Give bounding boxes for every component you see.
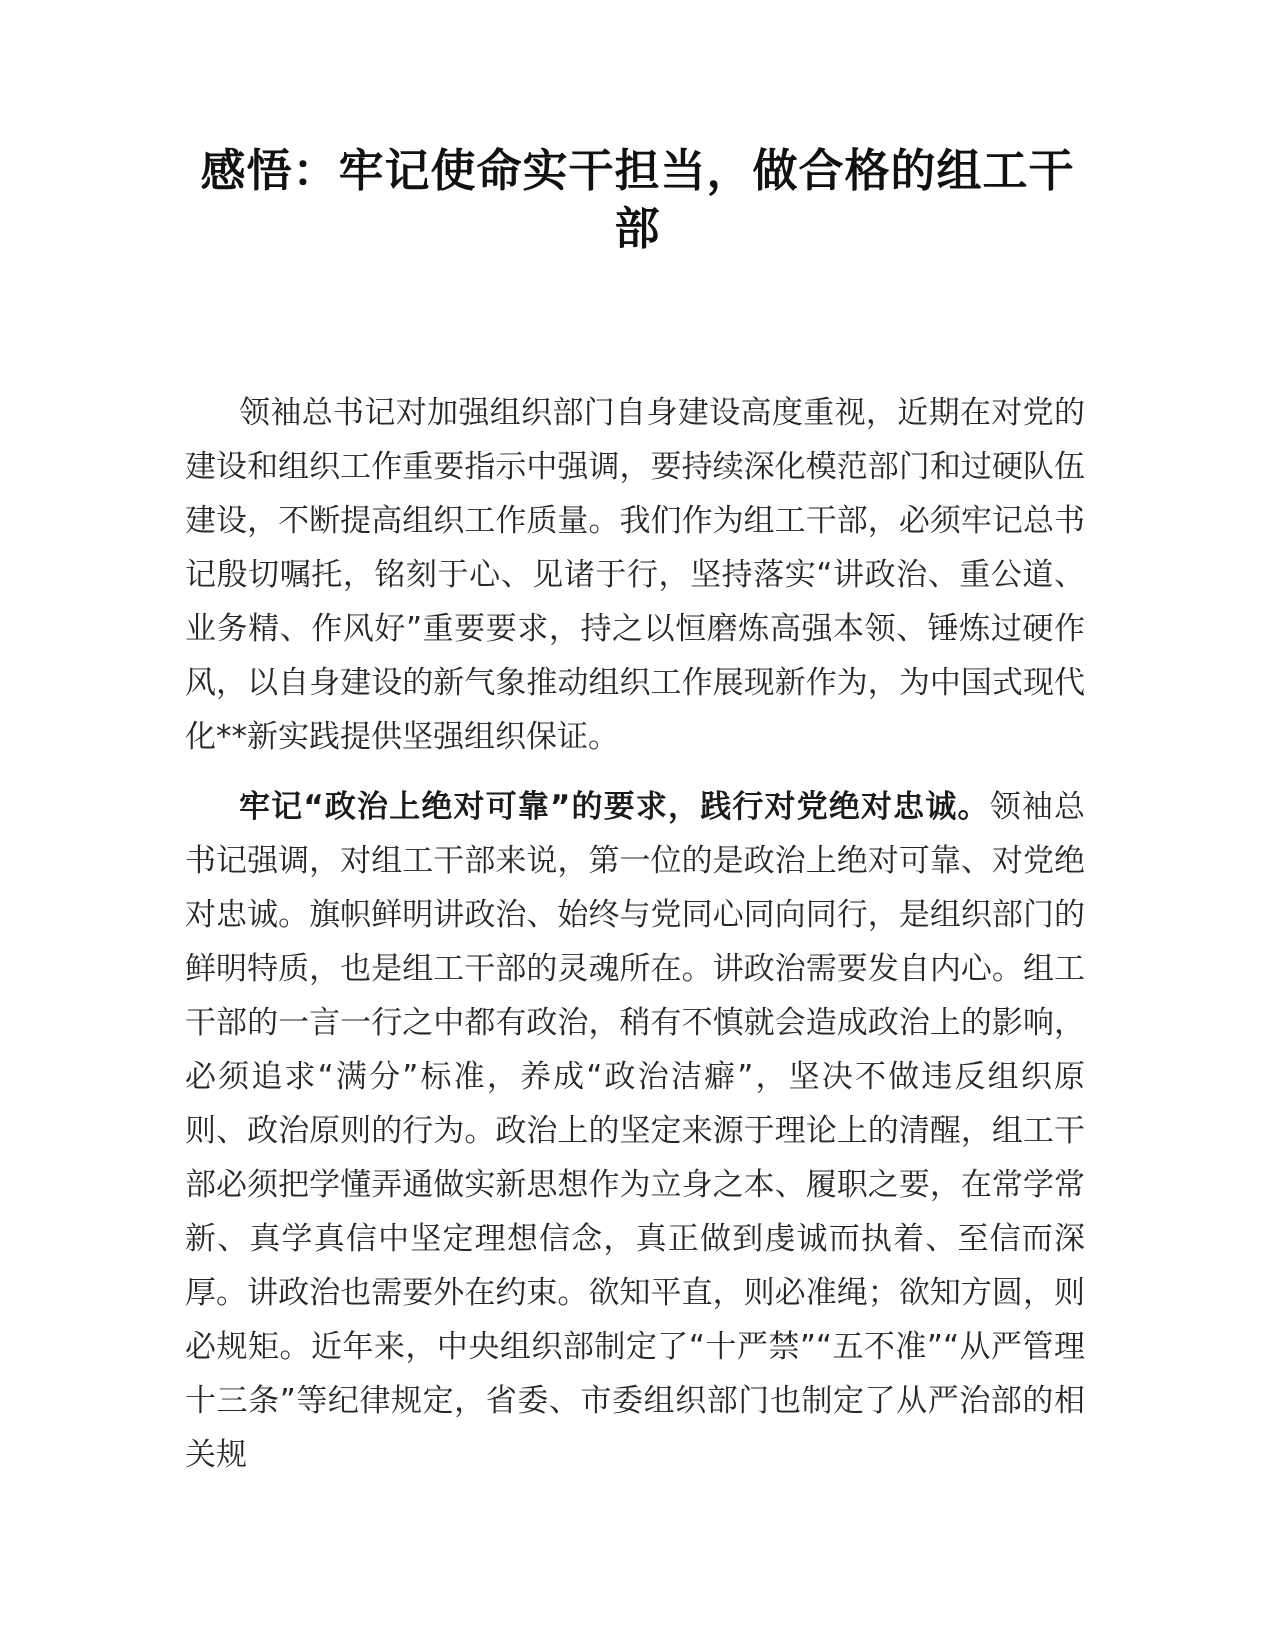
paragraph-text: 领袖总书记对加强组织部门自身建设高度重视，近期在对党的建设和组织工作重要指示中强调，要持续深化模范部门和过硬队伍建设，不断提高组织工作质量。我们作为组工干部，必须牢记总书记殷切嘱托，铭刻于心、见诸于行，坚持落实“讲政治、重公道、业务精、作风好”重要要求，持之以恒磨炼高强本领、锤炼过硬作风，以自身建设的新气象推动组织工作展现新作为，为中国式现代化**新实践提供坚强组织保证。: [185, 395, 1085, 755]
paragraph-text: 领袖总书记强调，对组工干部来说，第一位的是政治上绝对可靠、对党绝对忠诚。旗帜鲜明讲政治、始终与党同心同向同行，是组织部门的鲜明特质，也是组工干部的灵魂所在。讲政治需要发自内心。组工干部的一言一行之中都有政治，稍有不慎就会造成政治上的影响，必须追求“满分”标准，养成“政治洁癖”，坚决不做违反组织原则、政治原则的行为。政治上的坚定来源于理论上的清醒，组工干部必须把学懂弄通做实新思想作为立身之本、履职之要，在常学常新、真学真信中坚定理想信念，真正做到虔诚而执着、至信而深厚。讲政治也需要外在约束。欲知平直，则必准绳；欲知方圆，则必规矩。近年来，中央组织部制定了“十严禁”“五不准”“从严管理十三条”等纪律规定，省委、市委组织部门也制定了从严治部的相关规: [185, 789, 1085, 1473]
document-body: [185, 386, 1085, 1482]
paragraph-political-reliability: [185, 780, 1085, 1482]
paragraph-lead-heading: 牢记“政治上绝对可靠”的要求，践行对党绝对忠诚。: [239, 789, 990, 825]
paragraph-intro: [185, 386, 1085, 764]
page-title: 感悟：牢记使命实干担当，做合格的组工干部: [200, 144, 1075, 255]
